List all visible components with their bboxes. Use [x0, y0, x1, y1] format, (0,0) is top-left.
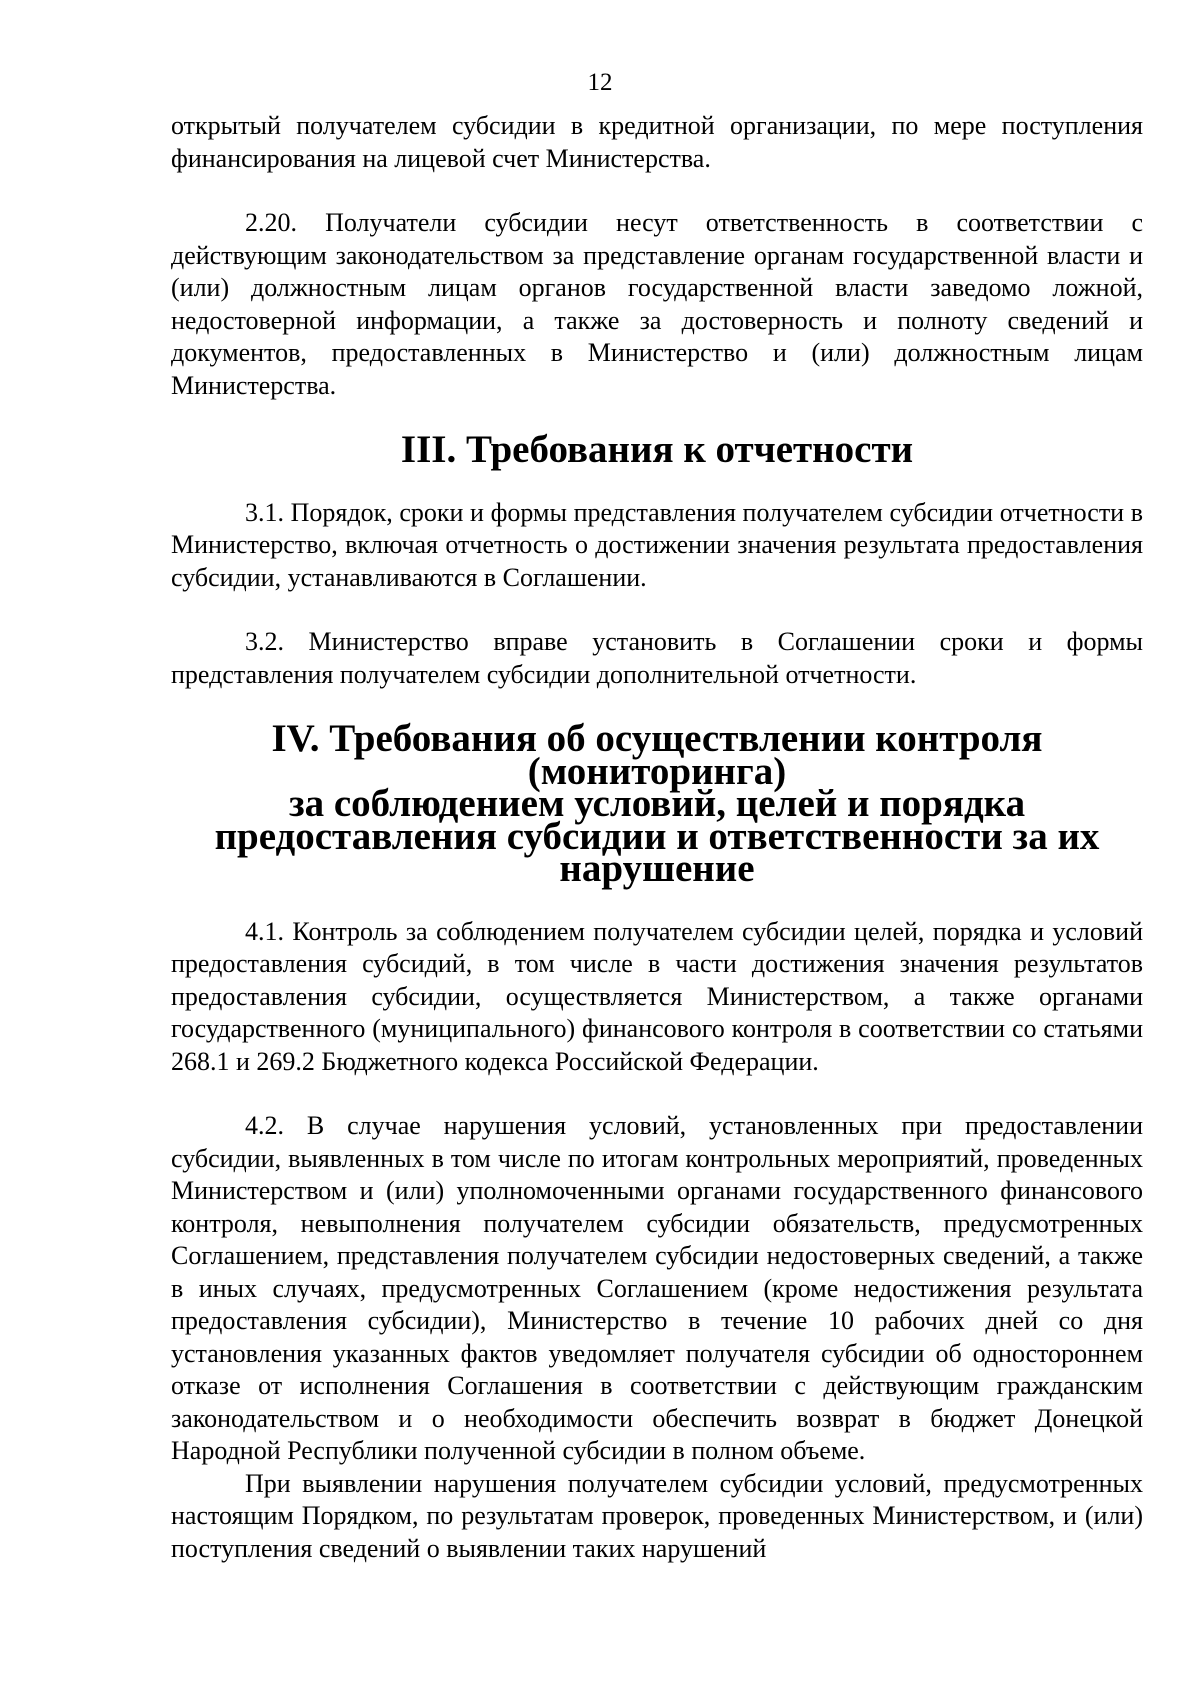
paragraph-continuation: открытый получателем субсидии в кредитной организации, по мере поступления финансирования на лицевой счет Министерства. — [171, 111, 1143, 173]
page-number: 12 — [587, 69, 613, 96]
paragraph-violation: При выявлении нарушения получателем субсидии условий, предусмотренных настоящим Порядком, по результатам проверок, проведенных Министерством, и (или) поступления сведений о выявлении таких нарушений — [171, 1468, 1143, 1563]
heading-line: III. Требования к отчетности — [400, 428, 914, 471]
paragraph-2-20: 2.20. Получатели субсидии несут ответственность в соответствии с действующим законодательством за представление органам государственной власти и (или) должностным лицам органов государственной власти заведомо ложной, недостоверной информации, а также за достоверность и полноту сведений и документов, предоставленных в Министерство и (или) должностным лицам Министерства. — [171, 208, 1143, 400]
heading-line: IV. Требования об осуществлении контроля (мониторинга) — [271, 717, 1043, 793]
document-body — [171, 110, 1143, 1565]
heading-line: предоставления субсидии и ответственности за их нарушение — [214, 814, 1100, 890]
paragraph-4-2: 4.2. В случае нарушения условий, установленных при предоставлении субсидии, выявленных в том числе по итогам контрольных мероприятий, проведенных Министерством и (или) уполномоченными органами государственного финансового контроля, невыполнения получателем субсидии обязательств, предусмотренных Соглашением, представления получателем субсидии недостоверных сведений, а также в иных случаях, предусмотренных Соглашением (кроме недостижения результата предоставления субсидии), Министерство в течение 10 рабочих дней со дня установления указанных фактов уведомляет получателя субсидии об одностороннем отказе от исполнения Соглашения в соответствии с действующим гражданским законодательством и о необходимости обеспечить возврат в бюджет Донецкой Народной Республики полученной субсидии в полном объеме. — [171, 1111, 1143, 1465]
paragraph-3-1: 3.1. Порядок, сроки и формы представления получателем субсидии отчетности в Министерство, включая отчетность о достижении значения результата предоставления субсидии, устанавливаются в Соглашении. — [171, 497, 1143, 592]
section-heading-iv — [171, 717, 1143, 890]
paragraph-4-1: 4.1. Контроль за соблюдением получателем субсидии целей, порядка и условий предоставления субсидий, в том числе в части достижения значения результатов предоставления субсидии, осуществляется Министерством, а также органами государственного (муниципального) финансового контроля в соответствии со статьями 268.1 и 269.2 Бюджетного кодекса Российской Федерации. — [171, 916, 1143, 1076]
paragraph-3-2: 3.2. Министерство вправе установить в Соглашении сроки и формы представления получателем субсидии дополнительной отчетности. — [171, 627, 1143, 689]
section-heading-iii — [171, 428, 1143, 471]
heading-line: за соблюдением условий, целей и порядка — [288, 782, 1026, 825]
